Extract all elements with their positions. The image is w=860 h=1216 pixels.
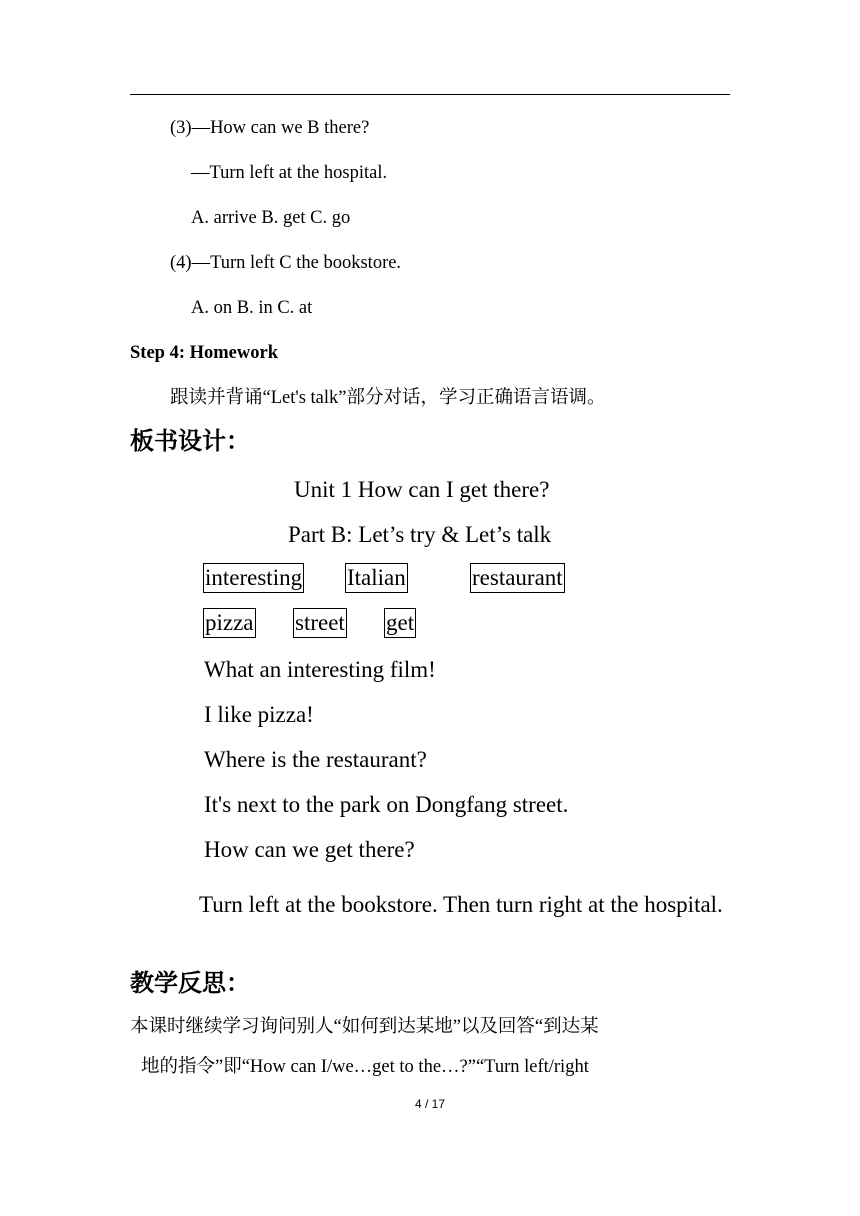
board-last-sentence: Turn left at the bookstore. Then turn right at the hospital. (199, 892, 723, 917)
unit-title: Unit 1 How can I get there? (294, 477, 550, 502)
board-heading: 板书设计： (130, 429, 250, 455)
reflection-line-1: 本课时继续学习询问别人“如何到达某地”以及回答“到达某 (130, 1017, 599, 1037)
q4-options: A. on B. in C. at (191, 298, 313, 318)
vocab-pizza: pizza (203, 608, 256, 638)
board-sentence: I like pizza! (204, 702, 314, 727)
reflection-line-2: 地的指令”即“How can I/we…get to the…?”“Turn left/right (141, 1057, 589, 1077)
vocab-interesting: interesting (203, 563, 304, 593)
step4-heading: Step 4: Homework (130, 343, 278, 363)
header-rule (130, 94, 730, 95)
q3-question: (3)—How can we B there? (170, 118, 370, 138)
q4-question: (4)—Turn left C the bookstore. (170, 253, 402, 273)
q3-options: A. arrive B. get C. go (191, 208, 351, 228)
board-sentence: Where is the restaurant? (204, 747, 427, 772)
vocab-street: street (293, 608, 347, 638)
board-sentence: It's next to the park on Dongfang street. (204, 792, 569, 817)
part-title: Part B: Let’s try & Let’s talk (288, 522, 552, 547)
step4-text: 跟读并背诵“Let's talk”部分对话，学习正确语言语调。 (170, 388, 606, 408)
board-sentence: How can we get there? (204, 837, 415, 862)
board-sentence: What an interesting film! (204, 657, 436, 682)
reflection-heading: 教学反思： (130, 971, 250, 997)
q3-answer: —Turn left at the hospital. (191, 163, 388, 183)
vocab-restaurant: restaurant (470, 563, 565, 593)
page-number: 4 / 17 (414, 1097, 446, 1111)
vocab-get: get (384, 608, 416, 638)
vocab-italian: Italian (345, 563, 408, 593)
